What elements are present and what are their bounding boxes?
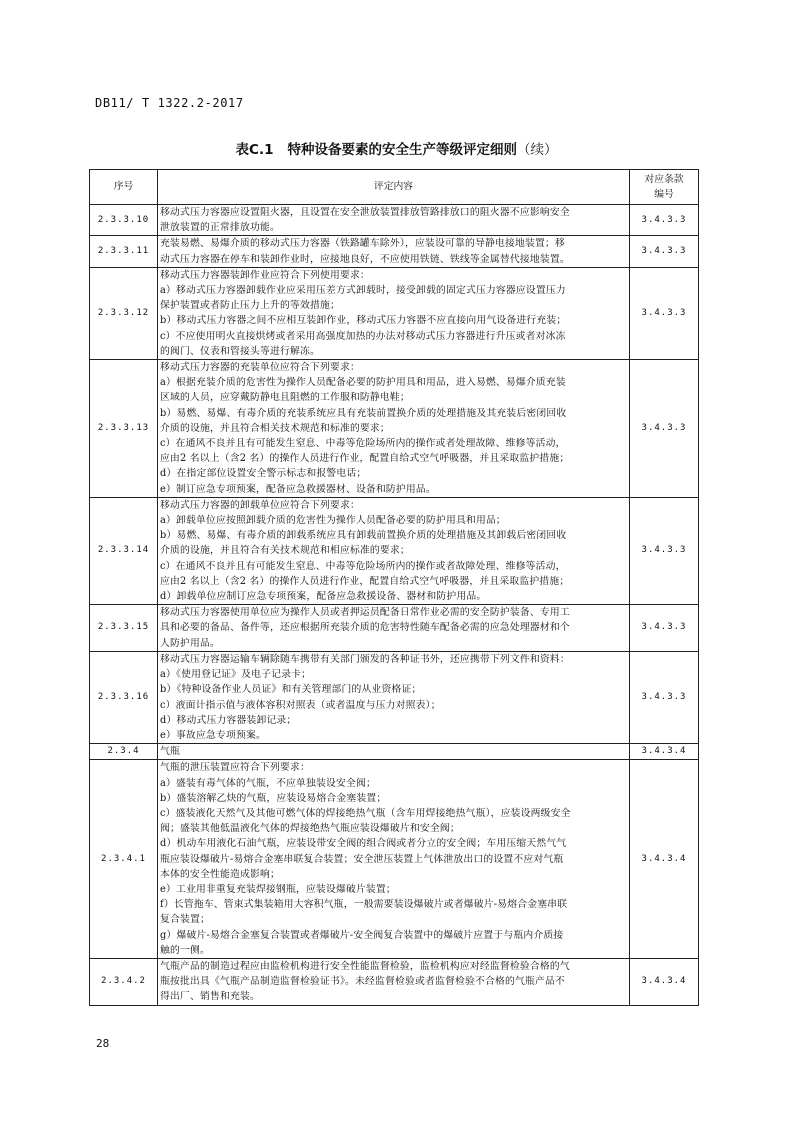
clause-number-cell: 2.3.4.2 <box>90 958 158 1005</box>
content-line: e）工业用非重复充装焊接钢瓶，应装设爆破片装置； <box>160 883 396 895</box>
content-line: a）根据充装介质的危害性为操作人员配备必要的防护用具和用品，进入易燃、易爆介质充装 <box>160 377 566 389</box>
document-code: DB11/ T 1322.2-2017 <box>95 96 244 110</box>
content-line: c）不应使用明火直接烘烤或者采用高强度加热的办法对移动式压力容器进行升压或者对冰冻 <box>160 330 566 342</box>
content-line: 瓶应装设爆破片-易熔合金塞串联复合装置；安全泄压装置上气体泄放出口的设置不应对气瓶 <box>160 853 564 865</box>
table-header-row <box>90 170 699 205</box>
content-line: 瓶按批出具《气瓶产品制造监督检验证书》。未经监督检验或者监督检验不合格的气瓶产品不 <box>160 976 565 988</box>
content-line: 复合装置； <box>160 914 210 926</box>
clause-number-cell: 2.3.3.14 <box>90 497 158 604</box>
table-row <box>90 744 699 760</box>
content-line: 阀；盛装其他低温液化气体的焊接绝热气瓶应装设爆破片和安全阀； <box>160 823 460 835</box>
content-cell <box>158 651 630 743</box>
table-title-main: 特种设备要素的安全生产等级评定细则 <box>287 142 517 158</box>
content-cell <box>158 205 630 236</box>
table-row <box>90 605 699 652</box>
header-ref-line2: 编号 <box>654 189 674 200</box>
content-line: a）《使用登记证》及电子记录卡； <box>160 669 312 681</box>
content-line: 移动式压力容器使用单位应为操作人员或者押运员配备日常作业必需的安全防护装备、专用工 <box>160 607 570 619</box>
content-line: b）盛装溶解乙炔的气瓶，应装设易熔合金塞装置； <box>160 792 387 804</box>
reference-cell: 3.4.3.3 <box>630 236 699 267</box>
header-ref <box>630 170 699 205</box>
rating-table <box>89 169 699 1006</box>
content-line: d）卸载单位应制订应急专项预案，配备应急救援设备、器材和防护用品。 <box>160 591 487 603</box>
content-line: 移动式压力容器应设置阻火器，且设置在安全泄放装置排放管路排放口的阻火器不应影响安全 <box>160 207 570 218</box>
clause-number-cell: 2.3.4 <box>90 744 158 760</box>
clause-number-cell: 2.3.3.10 <box>90 205 158 236</box>
table-title <box>0 138 793 158</box>
clause-number-cell: 2.3.3.11 <box>90 236 158 267</box>
content-cell <box>158 744 630 760</box>
table-row <box>90 267 699 359</box>
clause-number-cell: 2.3.3.15 <box>90 605 158 652</box>
content-line: 移动式压力容器的卸载单位应符合下列要求： <box>160 499 360 511</box>
content-line: 得出厂、销售和充装。 <box>160 991 260 1003</box>
content-cell <box>158 360 630 498</box>
content-line: b）易燃、易爆、有毒介质的充装系统应具有充装前置换介质的处理措施及其充装后密闭回收 <box>160 407 567 419</box>
content-cell <box>158 497 630 604</box>
table-row <box>90 497 699 604</box>
content-line: 气瓶产品的制造过程应由监检机构进行安全性能监督检验，监检机构应对经监督检验合格的气 <box>160 960 570 972</box>
content-line: 介质的设施，并且符合相关技术规范和标准的要求； <box>160 422 390 434</box>
content-line: g）爆破片-易熔合金塞复合装置或者爆破片-安全阀复合装置中的爆破片应置于与瓶内介质接 <box>160 929 564 941</box>
header-no: 序号 <box>90 170 158 205</box>
content-line: 泄放装置的正常排放功能。 <box>160 222 280 234</box>
content-line: 充装易燃、易爆介质的移动式压力容器（铁路罐车除外），应装设可靠的导静电接地装置；移 <box>160 238 565 250</box>
reference-cell: 3.4.3.3 <box>630 360 699 498</box>
content-line: e）制订应急专项预案，配备应急救援器材、设备和防护用品。 <box>160 483 436 495</box>
content-line: 移动式压力容器运输车辆除随车携带有关部门颁发的各种证书外，还应携带下列文件和资料： <box>160 653 570 665</box>
content-cell <box>158 958 630 1005</box>
content-line: c）在通风不良并且有可能发生窒息、中毒等危险场所内的操作或者故障处理、维修等活动， <box>160 560 566 572</box>
content-line: c）在通风不良并且有可能发生窒息、中毒等危险场所内的操作或者处理故障、维修等活动， <box>160 438 566 450</box>
content-line: 区域的人员，应穿戴防静电且阻燃的工作服和防静电鞋； <box>160 392 410 404</box>
page-number: 28 <box>96 1037 110 1050</box>
header-ref-line1: 对应条款 <box>644 173 684 185</box>
clause-number-cell: 2.3.3.13 <box>90 360 158 498</box>
clause-number-cell: 2.3.3.16 <box>90 651 158 743</box>
clause-number-cell: 2.3.4.1 <box>90 760 158 959</box>
reference-cell: 3.4.3.4 <box>630 958 699 1005</box>
content-line: f）长管拖车、管束式集装箱用大容积气瓶，一般需要装设爆破片或者爆破片-易熔合金塞串联 <box>160 899 568 911</box>
content-line: a）卸载单位应按照卸载介质的危害性为操作人员配备必要的防护用具和用品； <box>160 515 506 527</box>
content-line: 动式压力容器在停车和装卸作业时，应接地良好，不应使用铁链、铁线等金属替代接地装置。 <box>160 253 570 265</box>
content-line: 人防护用品。 <box>160 637 220 649</box>
content-line: 气瓶 <box>160 746 180 758</box>
reference-cell: 3.4.3.3 <box>630 267 699 359</box>
table-row <box>90 760 699 959</box>
table-number: 表C.1 <box>235 142 274 158</box>
reference-cell: 3.4.3.4 <box>630 744 699 760</box>
content-line: b）《特种设备作业人员证》和有关管理部门的从业资格证； <box>160 684 422 696</box>
table-row <box>90 360 699 498</box>
content-line: c）盛装液化天然气及其他可燃气体的焊接绝热气瓶（含车用焊接绝热气瓶），应装设两级安全 <box>160 807 571 819</box>
content-line: b）易燃、易爆、有毒介质的卸载系统应具有卸载前置换介质的处理措施及其卸载后密闭回收 <box>160 530 567 542</box>
content-line: 的阀门、仪表和管接头等进行解冻。 <box>160 345 320 357</box>
content-line: 保护装置或者防止压力上升的等效措施； <box>160 300 340 312</box>
reference-cell: 3.4.3.3 <box>630 605 699 652</box>
content-line: d）在指定部位设置安全警示标志和报警电话； <box>160 468 367 480</box>
content-line: 介质的设施，并且符合有关技术规范和相应标准的要求； <box>160 545 410 557</box>
content-line: 应由2 名以上（含2 名）的操作人员进行作业，配置自给式空气呼吸器，并且采取监护措施； <box>160 575 570 587</box>
table-body <box>90 205 699 1006</box>
content-line: e）事故应急专项预案。 <box>160 729 266 741</box>
content-cell <box>158 605 630 652</box>
reference-cell: 3.4.3.3 <box>630 497 699 604</box>
reference-cell: 3.4.3.4 <box>630 760 699 959</box>
table-row <box>90 236 699 267</box>
content-line: 移动式压力容器装卸作业应符合下列使用要求： <box>160 269 370 281</box>
header-content: 评定内容 <box>158 170 630 205</box>
content-line: 气瓶的泄压装置应符合下列要求： <box>160 762 310 774</box>
content-line: a）盛装有毒气体的气瓶，不应单独装设安全阀； <box>160 777 376 789</box>
content-cell <box>158 760 630 959</box>
content-line: 具和必要的备品、备件等，还应根据所充装介质的危害特性随车配备必需的应急处理器材和个 <box>160 622 570 634</box>
reference-cell: 3.4.3.3 <box>630 205 699 236</box>
table-row <box>90 205 699 236</box>
content-cell <box>158 267 630 359</box>
content-line: d）移动式压力容器装卸记录； <box>160 714 297 726</box>
table-row <box>90 651 699 743</box>
content-cell <box>158 236 630 267</box>
table-row <box>90 958 699 1005</box>
content-line: d）机动车用液化石油气瓶，应装设带安全阀的组合阀或者分立的安全阀；车用压缩天然气气 <box>160 838 567 850</box>
content-line: 触的一侧。 <box>160 944 210 956</box>
content-line: 应由2 名以上（含2 名）的操作人员进行作业，配置自给式空气呼吸器，并且采取监护措施； <box>160 453 570 465</box>
content-line: b）移动式压力容器之间不应相互装卸作业，移动式压力容器不应直接向用气设备进行充装； <box>160 315 567 327</box>
content-line: 移动式压力容器的充装单位应符合下列要求： <box>160 362 360 374</box>
content-line: c）液面计指示值与液体容积对照表（或者温度与压力对照表）； <box>160 699 441 711</box>
reference-cell: 3.4.3.3 <box>630 651 699 743</box>
content-line: a）移动式压力容器卸载作业应采用压差方式卸载时，接受卸载的固定式压力容器应设置压力 <box>160 285 566 297</box>
table-title-suffix: （续） <box>516 142 558 158</box>
clause-number-cell: 2.3.3.12 <box>90 267 158 359</box>
content-line: 本体的安全性能造成影响； <box>160 868 280 880</box>
